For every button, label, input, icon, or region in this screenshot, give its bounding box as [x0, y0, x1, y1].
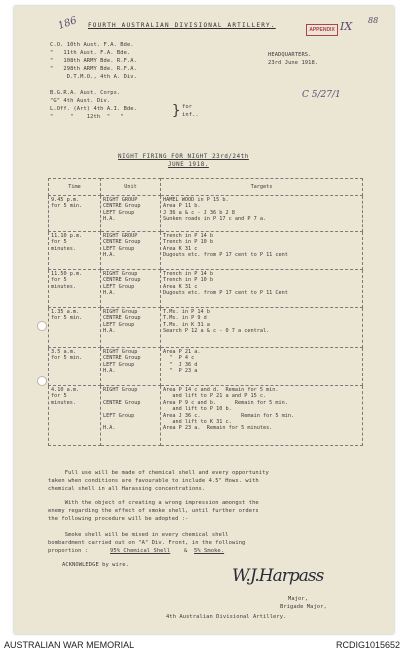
column-header-targets: Targets: [161, 179, 363, 196]
table-row: [49, 348, 363, 386]
targets-cell: Trench in P 14 b Trench in P 10 b Area K 31 c Dugouts etc. from P 17 cent to P 11 Cent: [161, 270, 363, 308]
paragraph-line: With the object of creating a wrong impression amongst the: [48, 500, 259, 506]
file-reference: C 5/27/1: [302, 90, 341, 100]
targets-cell: HAMEL WOOD in P 15 b. Area P 11 b. J 36 a & c - J 36 b 2 8 Sunken roads in P 17 c and P 7 a.: [161, 196, 363, 232]
time-cell: 4.10 a.m. for 5 minutes.: [49, 386, 101, 446]
paragraph-line: enemy regarding the effect of smoke shell, until further orders: [48, 508, 259, 514]
paragraph-line: bombardment carried out on "A" Div. Front, in the following: [48, 540, 246, 546]
footer-institution: AUSTRALIAN WAR MEMORIAL: [4, 640, 135, 650]
targets-cell: Area P 14 c and d. Remain for 5 min. and lift to P 21 a and P 15 c. Area P 9 c and b. Remain for 5 min. and lift to P 10 b. Area J 36 c. Remain for 5 min. and lift to K 31 c. Area P 23 a. Remain for 5 minutes.: [161, 386, 363, 446]
time-cell: 9.45 p.m. for 5 min.: [49, 196, 101, 232]
unit-cell: RIGHT GROUP CENTRE Group LEFT Group H.A.: [101, 232, 161, 270]
table-row: [49, 232, 363, 270]
distribution-line: " 298th ARMY Bde. R.F.A.: [50, 66, 137, 72]
subject-line-2: JUNE 1918.: [168, 162, 209, 168]
headquarters-label: HEADQUARTERS.: [268, 52, 312, 58]
table-row: [49, 386, 363, 446]
paragraph-line: the following procedure will be adopted :-: [48, 516, 189, 522]
time-cell: 1.35 a.m. for 5 min.: [49, 308, 101, 348]
inf-label: inf..: [182, 112, 199, 118]
distribution-line: " 108th ARMY Bde. R.F.A.: [50, 58, 137, 64]
footer-record-id: RCDIG1015652: [335, 640, 400, 650]
table-row: [49, 270, 363, 308]
proportion-smoke: 5% Smoke.: [194, 548, 225, 554]
targets-cell: Area P 21 a. " P 4 c " J 36 d " P 23 a: [161, 348, 363, 386]
signature-unit: 4th Australian Divisional Artillery.: [166, 614, 287, 620]
appendix-stamp: APPENDIX: [306, 24, 338, 36]
paragraph-line: Full use will be made of chemical shell and every opportunity: [48, 470, 269, 476]
unit-cell: RIGHT Group CENTRE Group LEFT Group H.A.: [101, 386, 161, 446]
time-cell: 3.5 a.m. for 5 min.: [49, 348, 101, 386]
unit-cell: RIGHT Group CENTRE Group LEFT Group H.A.: [101, 308, 161, 348]
table-row: [49, 308, 363, 348]
punch-hole-top: [37, 321, 47, 331]
column-header-unit: Unit: [101, 179, 161, 196]
distribution-line: D.T.M.O., 4th A. Div.: [50, 74, 137, 80]
punch-hole-bottom: [37, 376, 47, 386]
proportion-chemical: 95% Chemical Shell: [110, 548, 171, 554]
paragraph-line: chemical shell in all Harassing concentrations.: [48, 486, 206, 492]
reference-mark: IX: [340, 20, 353, 33]
table-header-row: [49, 179, 363, 196]
signature-rank: Major,: [288, 596, 309, 602]
targets-cell: T.Ms. in P 14 b T.Ms. in P 9 d T.Ms. in K 31 a Search P 12 a & c - 0 7 a central.: [161, 308, 363, 348]
paragraph-line: proportion :: [48, 548, 89, 554]
targets-cell: Trench in P 14 b Trench in P 10 b Area K 31 c Dugouts etc. from P 17 cent to P 11 cent: [161, 232, 363, 270]
distribution-line: " 11th Aust. F.A. Bde.: [50, 50, 131, 56]
acknowledge-line: ACKNOWLEDGE by wire.: [62, 562, 129, 568]
signature: W.J.Harpass: [232, 566, 324, 586]
page-number: 88: [368, 16, 379, 25]
proportion-amp: &: [184, 548, 188, 554]
night-firing-table: [48, 178, 363, 446]
time-cell: 11.50 p.m. for 5 minutes.: [49, 270, 101, 308]
document-title: FOURTH AUSTRALIAN DIVISIONAL ARTILLERY.: [88, 22, 276, 29]
subject-line: NIGHT FIRING FOR NIGHT 23rd/24th: [118, 154, 249, 160]
info-line: B.G.R.A. Aust. Corps.: [50, 90, 121, 96]
table-row: [49, 196, 363, 232]
info-line: L.Off. (Art) 4th A.I. Bde.: [50, 106, 137, 112]
folio-number: 186: [56, 15, 79, 32]
unit-cell: RIGHT GROUP CENTRE Group LEFT Group H.A.: [101, 196, 161, 232]
unit-cell: RIGHT Group CENTRE Group LEFT Group H.A.: [101, 270, 161, 308]
info-line: "G" 4th Aust. Div.: [50, 98, 111, 104]
distribution-line: C.O. 10th Aust. F.A. Bde.: [50, 42, 134, 48]
time-cell: 11.10 p.m. for 5 minutes.: [49, 232, 101, 270]
unit-cell: RIGHT Group CENTRE Group LEFT Group H.A.: [101, 348, 161, 386]
for-label: for: [182, 104, 193, 110]
info-brace: }: [172, 103, 181, 119]
paragraph-line: taken when conditions are favourable to include 4.5" Hows. with: [48, 478, 259, 484]
document-date: 23rd June 1918.: [268, 60, 319, 66]
info-line: " " 12th " ": [50, 114, 124, 120]
paragraph-line: Smoke shell will be mixed in every chemical shell: [48, 532, 229, 538]
signature-role: Brigade Major,: [280, 604, 327, 610]
column-header-time: Time: [49, 179, 101, 196]
